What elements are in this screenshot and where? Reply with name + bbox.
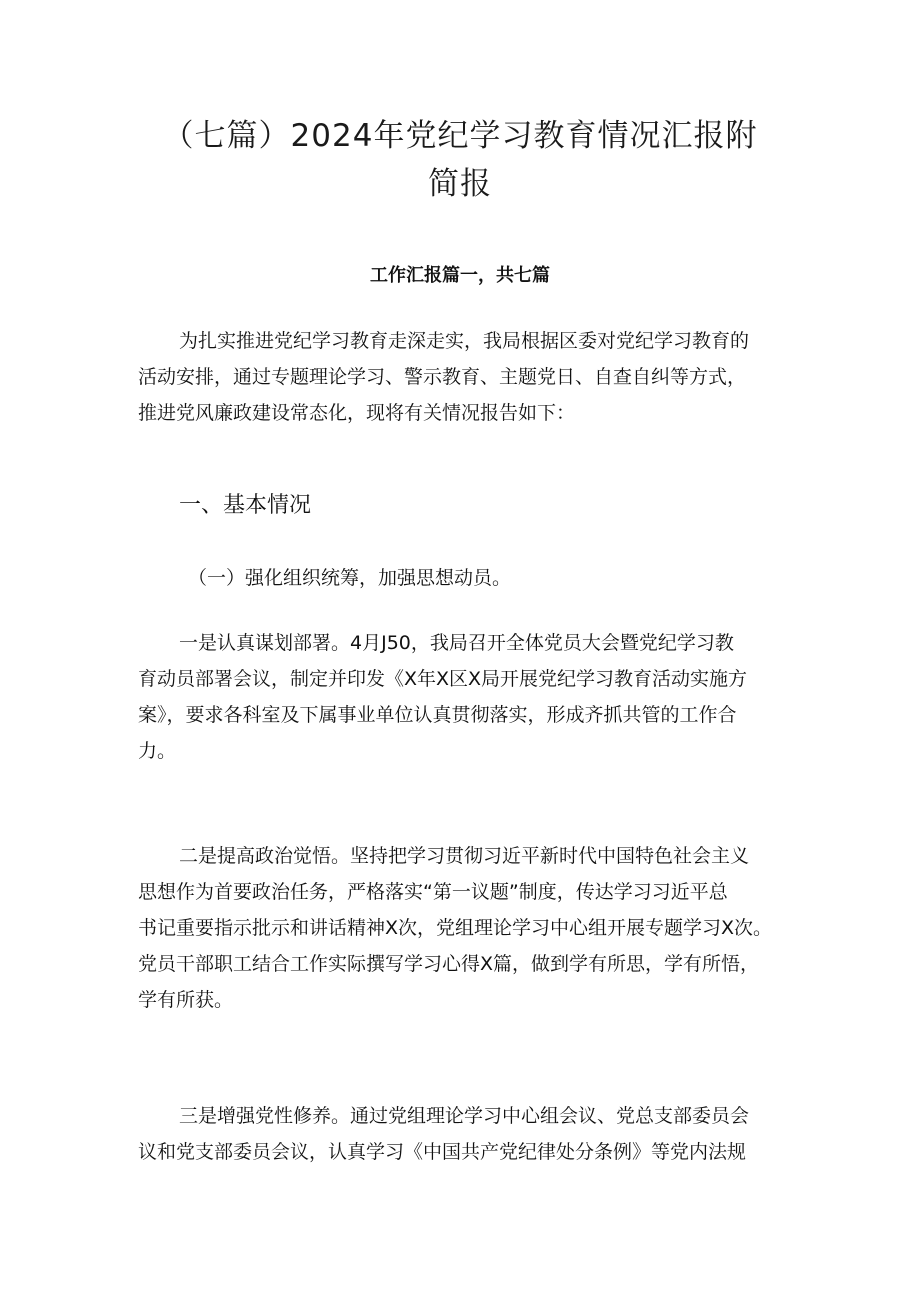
intro-line: 活动安排，通过专题理论学习、警示教育、主题党日、自查自纠等方式， [138,366,747,388]
paragraph-line: 育动员部署会议，制定并印发《X年X区X局开展党纪学习教育活动实施方 [138,668,748,690]
paragraph-line: 议和党支部委员会议，认真学习《中国共产党纪律处分条例》等党内法规 [138,1141,747,1163]
subsection-heading-organization: （一）强化组织统筹，加强思想动员。 [188,567,512,589]
intro-line: 推进党风廉政建设常态化，现将有关情况报告如下： [138,402,576,424]
paragraph-line: 力。 [138,740,177,762]
section-heading-basic-situation: 一、基本情况 [179,493,312,518]
document-subtitle: 工作汇报篇一，共七篇 [370,265,550,286]
paragraph-party-spirit [138,1098,793,1170]
paragraph-line: 党员干部职工结合工作实际撰写学习心得X篇，做到学有所思，学有所悟， [138,953,760,975]
paragraph-line: 书记重要指示批示和讲话精神X次，党组理论学习中心组开展专题学习X次。 [138,917,773,939]
paragraph-line: 案》，要求各科室及下属事业单位认真贯彻落实，形成齐抓共管的工作合 [138,704,737,726]
title-line-1: （七篇）2024年党纪学习教育情况汇报附 [162,118,758,154]
intro-paragraph [138,323,793,431]
paragraph-planning [138,625,793,769]
paragraph-line: 一是认真谋划部署。4月J50，我局召开全体党员大会暨党纪学习教 [179,632,734,654]
intro-line: 为扎实推进党纪学习教育走深走实，我局根据区委对党纪学习教育的 [179,330,750,352]
paragraph-line: 学有所获。 [138,989,234,1011]
paragraph-line: 思想作为首要政治任务，严格落实“第一议题”制度，传达学习习近平总 [138,881,728,903]
paragraph-line: 三是增强党性修养。通过党组理论学习中心组会议、党总支部委员会 [179,1105,750,1127]
paragraph-political-awareness [138,838,793,1018]
title-line-2: 简报 [428,166,492,202]
document-title [0,112,920,208]
paragraph-line: 二是提高政治觉悟。坚持把学习贯彻习近平新时代中国特色社会主义 [179,845,750,867]
